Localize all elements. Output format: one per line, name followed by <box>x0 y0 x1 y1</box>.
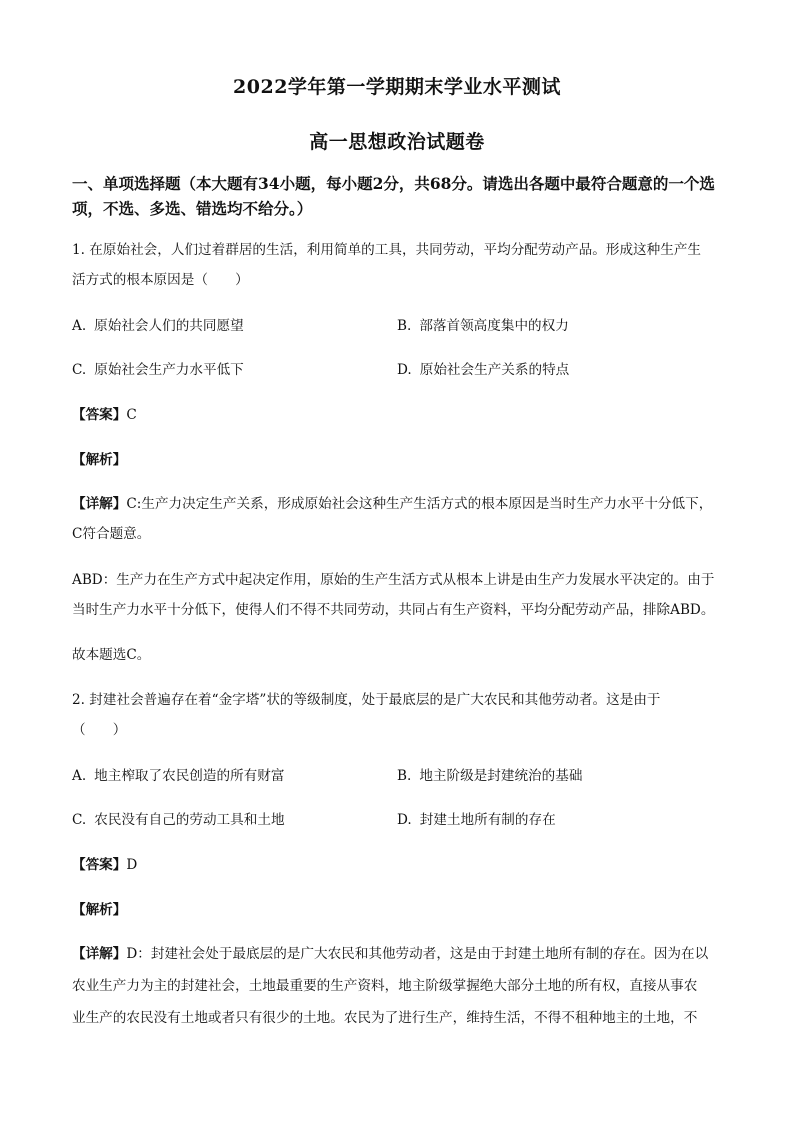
option-text: 原始社会人们的共同愿望 <box>94 318 244 334</box>
exam-title: 2022学年第一学期期末学业水平测试 <box>233 76 561 98</box>
option-letter: A. <box>72 318 87 334</box>
option-letter: B. <box>397 318 412 334</box>
q2-detail-line2: 农业生产力为主的封建社会，土地最重要的生产资料，地主阶级掌握绝大部分土地的所有权，直接从事农 <box>72 978 698 994</box>
exam-subtitle: 高一思想政治试题卷 <box>309 131 485 153</box>
q2-option-b <box>397 766 582 786</box>
option-letter: D. <box>397 812 412 828</box>
detail-text: C:生产力决定生产关系，形成原始社会这种生产生活方式的根本原因是当时生产力水平十分低下， <box>126 496 713 512</box>
answer-label: 【答案】 <box>72 407 127 423</box>
option-letter: B. <box>397 768 412 784</box>
q1-detail-line2: C符合题意。 <box>72 526 151 542</box>
option-text: 原始社会生产力水平低下 <box>94 362 244 378</box>
q1-option-c <box>72 360 244 380</box>
option-text: 原始社会生产关系的特点 <box>419 362 570 378</box>
option-letter: A. <box>72 768 87 784</box>
q2-answer <box>72 855 137 875</box>
q1-detail-line1 <box>72 490 724 518</box>
option-text: 地主阶级是封建统治的基础 <box>419 768 583 784</box>
q2-analysis <box>72 900 126 920</box>
q1-abd-line1: ABD：生产力在生产方式中起决定作用，原始的生产生活方式从根本上讲是由生产力发展水平决定的。由于 <box>72 572 715 588</box>
detail-text: D：封建社会处于最底层的是广大农民和其他劳动者，这是由于封建土地所有制的存在。因为在以 <box>126 946 709 962</box>
q2-stem-line2: （ ） <box>72 722 127 738</box>
option-text: 农民没有自己的劳动工具和土地 <box>94 812 285 828</box>
q1-stem-line2: 活方式的根本原因是（ ） <box>72 272 249 288</box>
option-text: 封建土地所有制的存在 <box>419 812 556 828</box>
analysis-label: 【解析】 <box>72 452 127 468</box>
detail-label: 【详解】 <box>72 496 127 512</box>
answer-label: 【答案】 <box>72 857 127 873</box>
q1-conclusion: 故本题选C。 <box>72 647 151 663</box>
section-heading: 一、单项选择题（本大题有34小题，每小题2分，共68分。请选出各题中最符合题意的一个选项，不选、多选、错选均不给分。） <box>72 174 715 218</box>
answer-value: D <box>126 857 138 873</box>
q2-stem-line1: 2. 封建社会普遍存在着“金字塔”状的等级制度，处于最底层的是广大农民和其他劳动者。这是由于 <box>72 692 661 708</box>
q1-option-b <box>397 316 569 336</box>
q1-analysis <box>72 450 126 470</box>
option-letter: C. <box>72 362 87 378</box>
option-text: 地主榨取了农民创造的所有财富 <box>94 768 285 784</box>
option-text: 部落首领高度集中的权力 <box>419 318 569 334</box>
answer-value: C <box>126 407 137 423</box>
q2-detail-line1 <box>72 940 724 968</box>
q1-option-d <box>397 360 569 380</box>
option-letter: C. <box>72 812 87 828</box>
q2-option-c <box>72 810 285 830</box>
q1-answer <box>72 405 137 425</box>
q2-option-a <box>72 766 284 786</box>
analysis-label: 【解析】 <box>72 902 127 918</box>
q2-option-d <box>397 810 556 830</box>
q1-abd-line2: 当时生产力水平十分低下，使得人们不得不共同劳动，共同占有生产资料，平均分配劳动产品，排除ABD。 <box>72 602 715 618</box>
q1-option-a <box>72 316 244 336</box>
detail-label: 【详解】 <box>72 946 127 962</box>
option-letter: D. <box>397 362 412 378</box>
q1-stem-line1: 1. 在原始社会，人们过着群居的生活，利用简单的工具，共同劳动，平均分配劳动产品。形成这种生产生 <box>72 242 702 258</box>
q2-detail-line3: 业生产的农民没有土地或者只有很少的土地。农民为了进行生产，维持生活，不得不租种地主的土地，不 <box>72 1010 698 1026</box>
